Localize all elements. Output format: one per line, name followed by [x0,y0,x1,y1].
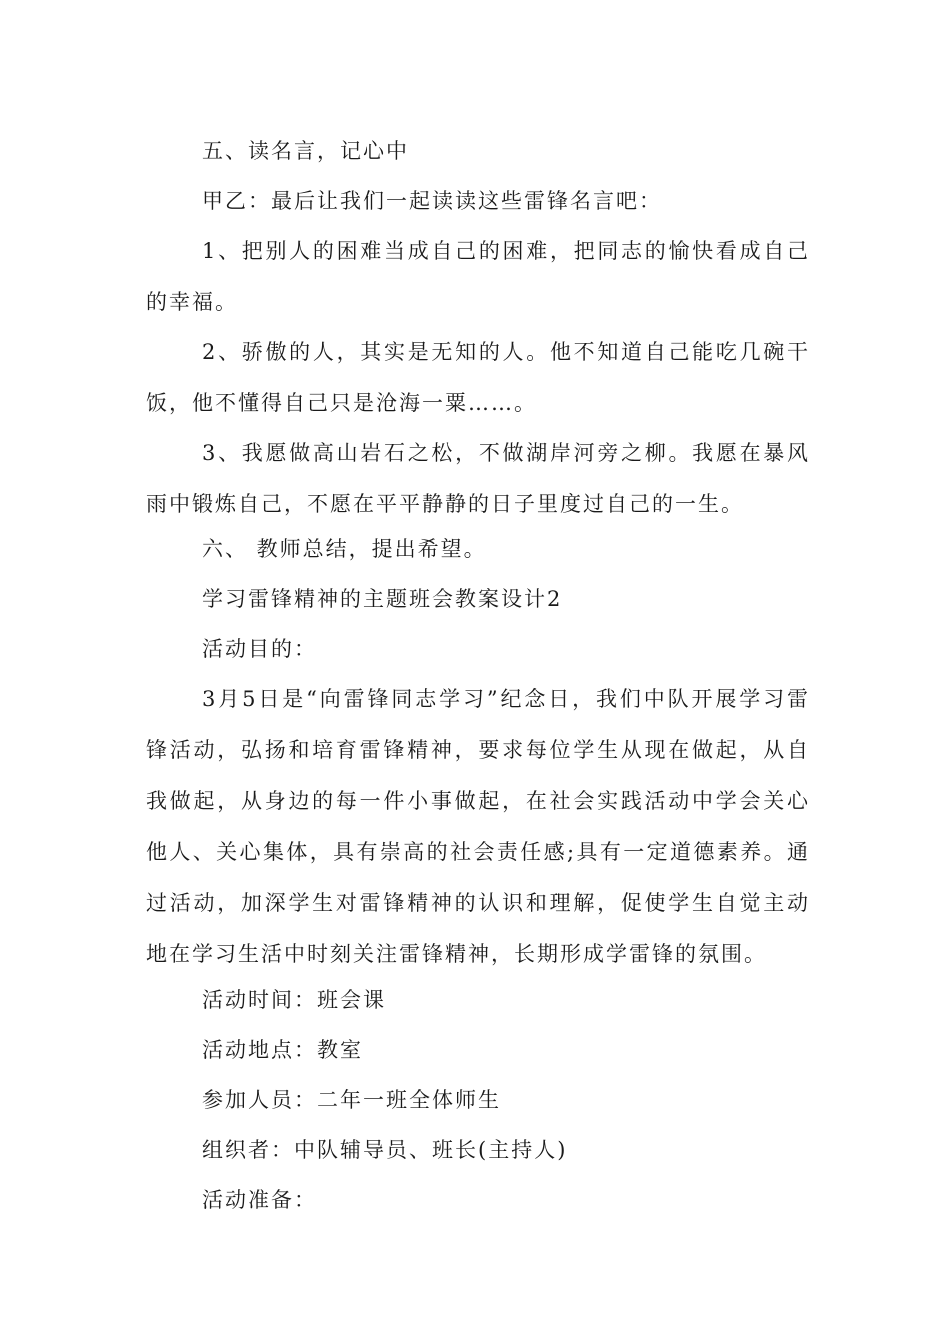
activity-location: 活动地点：教室 [202,1038,363,1062]
quote-item-1: 1、把别人的困难当成自己的困难，把同志的愉快看成自己的幸福。 [146,239,810,314]
lesson-plan-title: 学习雷锋精神的主题班会教案设计2 [202,587,563,611]
paragraph-intro-quotes: 甲乙：最后让我们一起读读这些雷锋名言吧： [202,189,662,213]
organizers: 组织者：中队辅导员、班长(主持人) [202,1138,568,1162]
quote-item-3: 3、我愿做高山岩石之松，不做湖岸河旁之柳。我愿在暴风雨中锻炼自己，不愿在平平静静的日子里度过自己的一生。 [146,441,810,516]
activity-time: 活动时间：班会课 [202,988,386,1012]
quote-item-2: 2、骄傲的人，其实是无知的人。他不知道自己能吃几碗干饭，他不懂得自己只是沧海一粟……。 [146,340,810,415]
participants: 参加人员：二年一班全体师生 [202,1088,501,1112]
section-heading-five: 五、读名言，记心中 [202,139,409,163]
section-heading-six: 六、 教师总结，提出希望。 [202,537,487,561]
activity-purpose-heading: 活动目的： [202,637,317,661]
activity-purpose-body: 3月5日是“向雷锋同志学习”纪念日，我们中队开展学习雷锋活动，弘扬和培育雷锋精神，要求每位学生从现在做起，从自我做起，从身边的每一件小事做起，在社会实践活动中学会关心他人、关心集体，具有崇高的社会责任感;具有一定道德素养。通过活动，加深学生对雷锋精神的认识和理解，促使学生自觉主动地在学习生活中时刻关注雷锋精神，长期形成学雷锋的氛围。 [146,687,810,966]
activity-preparation-heading: 活动准备： [202,1188,317,1212]
